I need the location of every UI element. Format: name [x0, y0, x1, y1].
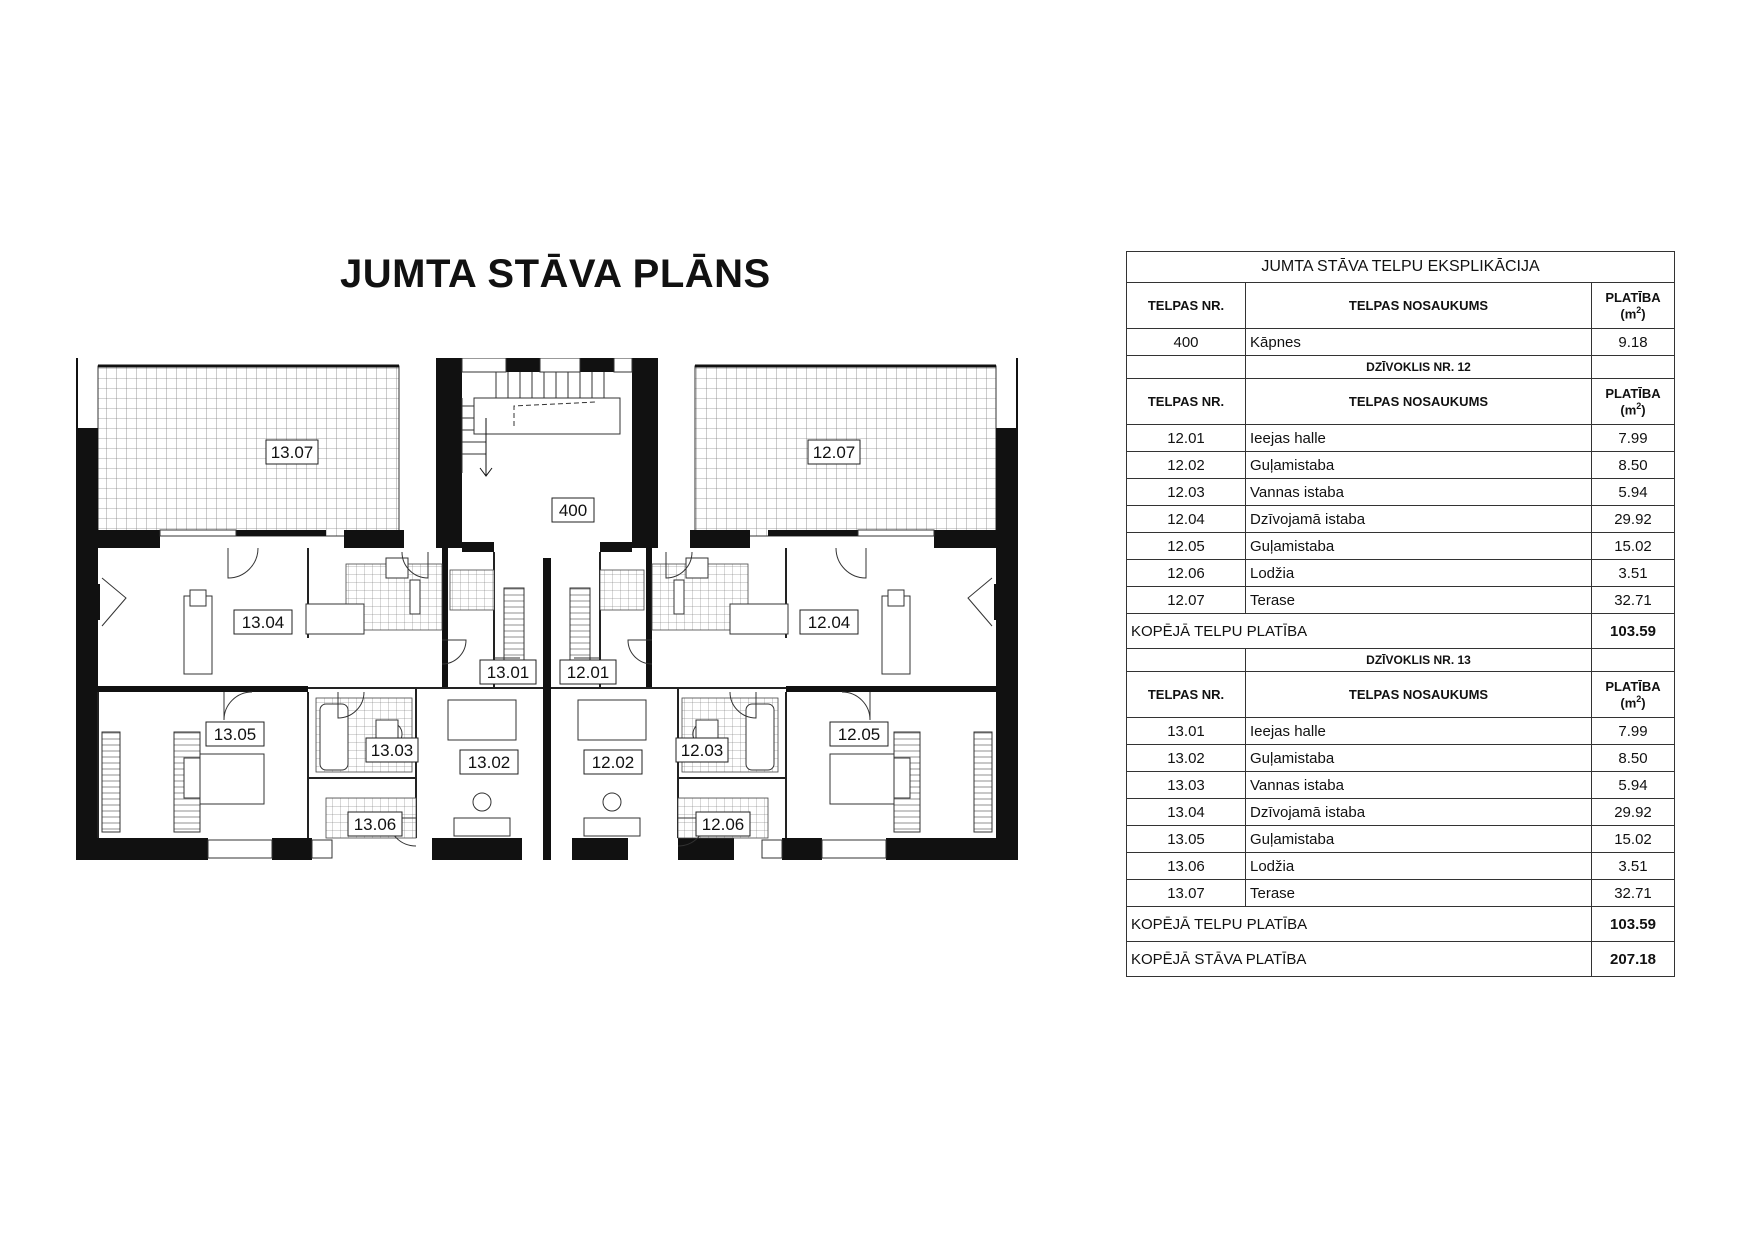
room-number: 13.06	[353, 815, 397, 834]
table-cell: TELPAS NR.	[1127, 672, 1246, 718]
table-cell: 12.05	[1127, 533, 1246, 560]
table-cell: KOPĒJĀ STĀVA PLATĪBA	[1127, 942, 1592, 977]
table-row	[1127, 479, 1675, 506]
table-cell: 7.99	[1592, 718, 1675, 745]
table-cell: 12.02	[1127, 452, 1246, 479]
room-number: 400	[558, 501, 588, 520]
table-cell: TELPAS NOSAUKUMS	[1246, 672, 1592, 718]
floor-plan	[76, 358, 1060, 860]
terrace-13-07	[98, 366, 399, 536]
floor-total-row	[1127, 942, 1675, 977]
table-cell: 3.51	[1592, 560, 1675, 587]
table-cell: Ieejas halle	[1246, 718, 1592, 745]
table-cell: 12.03	[1127, 479, 1246, 506]
table-cell: 13.04	[1127, 799, 1246, 826]
table-cell: Vannas istaba	[1246, 479, 1592, 506]
table-cell: 9.18	[1592, 329, 1675, 356]
table-row	[1127, 560, 1675, 587]
table-row	[1127, 745, 1675, 772]
room-label-13-04	[234, 610, 292, 634]
header-room-nr: TELPAS NR.	[1127, 283, 1246, 329]
table-cell: Lodžia	[1246, 853, 1592, 880]
room-number: 12.01	[566, 663, 610, 682]
table-cell: Lodžia	[1246, 560, 1592, 587]
room-label-12-05	[830, 722, 888, 746]
table-header-row: TELPAS NR. TELPAS NOSAUKUMS PLATĪBA $(m^2)$	[1127, 672, 1675, 718]
table-cell: Guļamistaba	[1246, 452, 1592, 479]
table-cell: 8.50	[1592, 745, 1675, 772]
table-cell: 5.94	[1592, 479, 1675, 506]
header-area: PLATĪBA $(m^2)$	[1592, 283, 1675, 329]
page-title: JUMTA STĀVA PLĀNS	[340, 252, 771, 296]
room-number: 13.07	[270, 443, 314, 462]
table-cell: 12.01	[1127, 425, 1246, 452]
table-row	[1127, 799, 1675, 826]
room-label-12-01	[560, 660, 616, 684]
table-row	[1127, 718, 1675, 745]
table-row	[1127, 587, 1675, 614]
table-row	[1127, 533, 1675, 560]
table-cell: 15.02	[1592, 826, 1675, 853]
table-cell: 207.18	[1592, 942, 1675, 977]
room-schedule-table	[1126, 251, 1675, 977]
table-cell: 103.59	[1592, 907, 1675, 942]
table-row	[1127, 329, 1675, 356]
room-label-12-07	[808, 440, 860, 464]
table-cell: Ieejas halle	[1246, 425, 1592, 452]
table-cell: Guļamistaba	[1246, 826, 1592, 853]
table-cell: 103.59	[1592, 614, 1675, 649]
room-label-12-04	[800, 610, 858, 634]
table-cell: 13.06	[1127, 853, 1246, 880]
room-label-13-05	[206, 722, 264, 746]
table-cell: Vannas istaba	[1246, 772, 1592, 799]
table-cell: KOPĒJĀ TELPU PLATĪBA	[1127, 907, 1592, 942]
table-row	[1127, 826, 1675, 853]
table-cell: Guļamistaba	[1246, 533, 1592, 560]
table-cell: DZĪVOKLIS NR. 13	[1246, 649, 1592, 672]
table-caption: JUMTA STĀVA TELPU EKSPLIKĀCIJA	[1127, 252, 1675, 283]
table-cell: 32.71	[1592, 880, 1675, 907]
room-label-12-06	[696, 812, 750, 836]
apartment-12-total-row	[1127, 614, 1675, 649]
table-row	[1127, 452, 1675, 479]
room-number: 13.03	[370, 741, 414, 760]
table-cell: 12.07	[1127, 587, 1246, 614]
table-row	[1127, 772, 1675, 799]
table-cell: 13.02	[1127, 745, 1246, 772]
table-cell: 29.92	[1592, 799, 1675, 826]
table-row	[1127, 853, 1675, 880]
apartment-13-total-row	[1127, 907, 1675, 942]
table-cell: DZĪVOKLIS NR. 12	[1246, 356, 1592, 379]
room-number: 12.07	[812, 443, 856, 462]
table-cell: 5.94	[1592, 772, 1675, 799]
room-number: 13.04	[241, 613, 285, 632]
table-cell: 32.71	[1592, 587, 1675, 614]
table-cell: Guļamistaba	[1246, 745, 1592, 772]
table-cell: Kāpnes	[1246, 329, 1592, 356]
table-cell: Dzīvojamā istaba	[1246, 506, 1592, 533]
stair-flights	[462, 372, 620, 476]
room-number: 12.04	[807, 613, 851, 632]
table-cell: 3.51	[1592, 853, 1675, 880]
room-label-13-06	[348, 812, 402, 836]
table-cell: 12.04	[1127, 506, 1246, 533]
room-label-13-02	[460, 750, 518, 774]
room-number: 13.01	[486, 663, 530, 682]
room-number: 12.05	[837, 725, 881, 744]
table-cell: KOPĒJĀ TELPU PLATĪBA	[1127, 614, 1592, 649]
room-label-400	[552, 498, 594, 522]
table-cell: 12.06	[1127, 560, 1246, 587]
table-cell: 13.05	[1127, 826, 1246, 853]
table-cell: 400	[1127, 329, 1246, 356]
room-number: 12.06	[701, 815, 745, 834]
table-row	[1127, 425, 1675, 452]
table-cell: Dzīvojamā istaba	[1246, 799, 1592, 826]
table-cell: 13.01	[1127, 718, 1246, 745]
table-cell: 13.07	[1127, 880, 1246, 907]
apartment-13-title	[1127, 649, 1675, 672]
room-label-12-03	[676, 738, 728, 762]
apartment-12-title	[1127, 356, 1675, 379]
table-cell: 13.03	[1127, 772, 1246, 799]
table-cell: Terase	[1246, 587, 1592, 614]
room-number: 12.03	[680, 741, 724, 760]
table-cell: 7.99	[1592, 425, 1675, 452]
room-label-13-01	[480, 660, 536, 684]
room-label-13-07	[266, 440, 318, 464]
table-cell: 15.02	[1592, 533, 1675, 560]
table-cell: 8.50	[1592, 452, 1675, 479]
table-cell: TELPAS NOSAUKUMS	[1246, 379, 1592, 425]
table-cell: TELPAS NR.	[1127, 379, 1246, 425]
room-label-13-03	[366, 738, 418, 762]
table-cell: Terase	[1246, 880, 1592, 907]
room-number: 13.02	[467, 753, 511, 772]
room-number: 13.05	[213, 725, 257, 744]
table-header-row: TELPAS NR. TELPAS NOSAUKUMS PLATĪBA $(m^2)$	[1127, 379, 1675, 425]
table-cell: 29.92	[1592, 506, 1675, 533]
header-room-name: TELPAS NOSAUKUMS	[1246, 283, 1592, 329]
table-row	[1127, 506, 1675, 533]
table-row	[1127, 880, 1675, 907]
table-header-row	[1127, 283, 1675, 329]
room-number: 12.02	[591, 753, 635, 772]
room-label-12-02	[584, 750, 642, 774]
